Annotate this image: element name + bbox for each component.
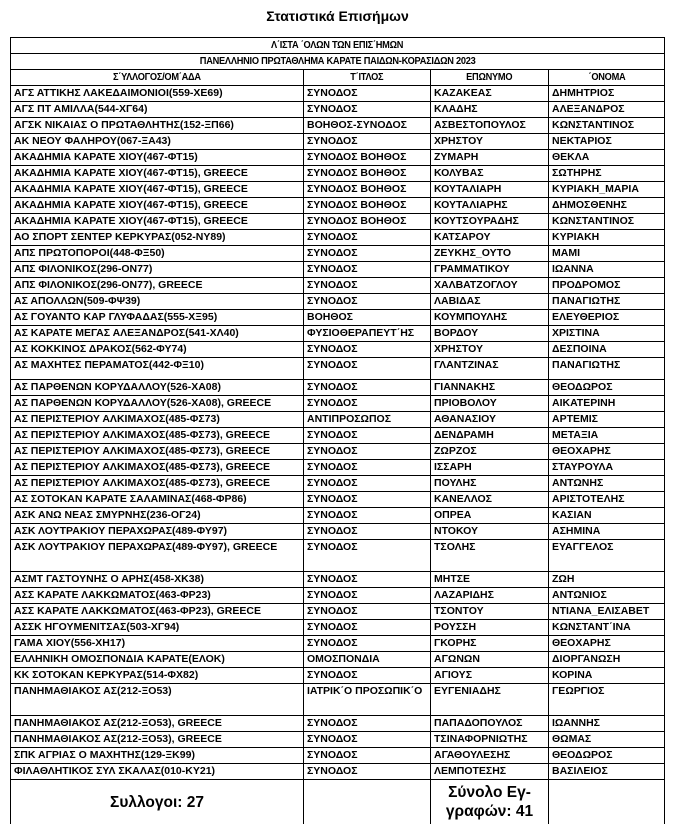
table-row [11, 310, 665, 326]
title-cell: ΣΥΝΟΔΟΣ [304, 732, 431, 748]
name-cell: ΑΡΙΣΤΟΤΕΛΗΣ [549, 492, 665, 508]
club-cell: ΚΚ ΣΟΤΟΚΑΝ ΚΕΡΚΥΡΑΣ(514-ΦΧ82) [11, 668, 304, 684]
name-cell: ΔΙΟΡΓΑΝΩΣΗ [549, 652, 665, 668]
table-row [11, 444, 665, 460]
surname-cell: ΖΩΡΖΟΣ [431, 444, 549, 460]
club-cell: ΑΣΣ ΚΑΡΑΤΕ ΛΑΚΚΩΜΑΤΟΣ(463-ΦΡ23) [11, 588, 304, 604]
surname-cell: ΓΚΟΡΗΣ [431, 636, 549, 652]
club-cell: ΑΣ ΠΑΡΘΕΝΩΝ ΚΟΡΥΔΑΛΛΟΥ(526-ΧΑ08), GREECE [11, 396, 304, 412]
club-cell: ΑΣ ΠΑΡΘΕΝΩΝ ΚΟΡΥΔΑΛΛΟΥ(526-ΧΑ08) [11, 380, 304, 396]
club-cell: ΑΓΣ ΑΤΤΙΚΗΣ ΛΑΚΕΔΑΙΜΟΝΙΟΙ(559-ΧΕ69) [11, 86, 304, 102]
club-cell: ΓΑΜΑ ΧΙΟΥ(556-ΧΗ17) [11, 636, 304, 652]
title-cell: ΣΥΝΟΔΟΣ [304, 492, 431, 508]
name-cell: ΑΡΤΕΜΙΣ [549, 412, 665, 428]
surname-cell: ΚΟΥΤΑΛΙΑΡΗ [431, 182, 549, 198]
title-cell: ΣΥΝΟΔΟΣ [304, 540, 431, 572]
column-header-name-text: ΄ΟΝΟΜΑ [588, 71, 625, 83]
title-cell: ΣΥΝΟΔΟΣ [304, 444, 431, 460]
table-row [11, 326, 665, 342]
club-cell: ΑΣΜΤ ΓΑΣΤΟΥΝΗΣ Ο ΑΡΗΣ(458-ΧΚ38) [11, 572, 304, 588]
name-cell: ΕΥΑΓΓΕΛΟΣ [549, 540, 665, 572]
club-cell: ΑΣ ΜΑΧΗΤΕΣ ΠΕΡΑΜΑΤΟΣ(442-ΦΞ10) [11, 358, 304, 380]
table-row [11, 492, 665, 508]
column-header-club [11, 70, 304, 86]
title-cell: ΣΥΝΟΔΟΣ [304, 428, 431, 444]
table-row [11, 230, 665, 246]
table-row [11, 652, 665, 668]
table-row [11, 684, 665, 716]
title-cell: ΣΥΝΟΔΟΣ [304, 262, 431, 278]
name-cell: ΜΑΜΙ [549, 246, 665, 262]
surname-cell: ΚΟΥΤΣΟΥΡΑΔΗΣ [431, 214, 549, 230]
club-cell: ΕΛΛΗΝΙΚΗ ΟΜΟΣΠΟΝΔΙΑ ΚΑΡΑΤΕ(ΕΛΟΚ) [11, 652, 304, 668]
club-cell: ΑΚΑΔΗΜΙΑ ΚΑΡΑΤΕ ΧΙΟΥ(467-ΦΤ15), GREECE [11, 182, 304, 198]
surname-cell: ΟΠΡΕΑ [431, 508, 549, 524]
club-cell: ΑΣΚ ΛΟΥΤΡΑΚΙΟΥ ΠΕΡΑΧΩΡΑΣ(489-ΦΥ97) [11, 524, 304, 540]
title-cell: ΣΥΝΟΔΟΣ [304, 588, 431, 604]
club-cell: ΑΣΣΚ ΗΓΟΥΜΕΝΙΤΣΑΣ(503-ΧΓ94) [11, 620, 304, 636]
table-row [11, 604, 665, 620]
column-header-row [11, 70, 665, 86]
surname-cell: ΚΟΥΤΑΛΙΑΡΗΣ [431, 198, 549, 214]
table-row [11, 636, 665, 652]
title-cell: ΣΥΝΟΔΟΣ [304, 524, 431, 540]
club-cell: ΑΠΣ ΦΙΛΟΝΙΚΟΣ(296-ΟΝ77), GREECE [11, 278, 304, 294]
surname-cell: ΓΡΑΜΜΑΤΙΚΟΥ [431, 262, 549, 278]
club-cell: ΑΚΑΔΗΜΙΑ ΚΑΡΑΤΕ ΧΙΟΥ(467-ΦΤ15), GREECE [11, 166, 304, 182]
table-row [11, 620, 665, 636]
title-cell: ΣΥΝΟΔΟΣ [304, 102, 431, 118]
club-cell: ΣΠΚ ΑΓΡΙΑΣ Ο ΜΑΧΗΤΗΣ(129-ΞΚ99) [11, 748, 304, 764]
title-cell: ΒΟΗΘΟΣ-ΣΥΝΟΔΟΣ [304, 118, 431, 134]
title-cell: ΣΥΝΟΔΟΣ ΒΟΗΘΟΣ [304, 150, 431, 166]
surname-cell: ΕΥΓΕΝΙΑΔΗΣ [431, 684, 549, 716]
title-cell: ΣΥΝΟΔΟΣ [304, 396, 431, 412]
column-header-surname [431, 70, 549, 86]
table-row [11, 150, 665, 166]
table-subheading-row [11, 54, 665, 70]
name-cell: ΚΩΝΣΤΑΝΤΙΝΟΣ [549, 214, 665, 230]
column-header-name [549, 70, 665, 86]
title-cell: ΣΥΝΟΔΟΣ [304, 508, 431, 524]
name-cell: ΚΑΣΙΑΝ [549, 508, 665, 524]
table-row [11, 102, 665, 118]
surname-cell: ΚΛΑΔΗΣ [431, 102, 549, 118]
name-cell: ΧΡΙΣΤΙΝΑ [549, 326, 665, 342]
title-cell: ΣΥΝΟΔΟΣ [304, 716, 431, 732]
club-cell: ΠΑΝΗΜΑΘΙΑΚΟΣ ΑΣ(212-ΞΟ53), GREECE [11, 732, 304, 748]
footer-empty-cell [304, 780, 431, 825]
title-cell: ΣΥΝΟΔΟΣ [304, 294, 431, 310]
table-heading [11, 38, 665, 54]
surname-cell: ΖΥΜΑΡΗ [431, 150, 549, 166]
officials-table [10, 37, 665, 824]
surname-cell: ΛΕΜΠΟΤΕΣΗΣ [431, 764, 549, 780]
table-row [11, 508, 665, 524]
name-cell: ΚΟΡΙΝΑ [549, 668, 665, 684]
title-cell: ΑΝΤΙΠΡΟΣΩΠΟΣ [304, 412, 431, 428]
table-row [11, 182, 665, 198]
title-cell: ΣΥΝΟΔΟΣ [304, 278, 431, 294]
club-cell: ΑΣ ΠΕΡΙΣΤΕΡΙΟΥ ΑΛΚΙΜΑΧΟΣ(485-ΦΣ73), GREECE [11, 444, 304, 460]
title-cell: ΦΥΣΙΟΘΕΡΑΠΕΥΤ΄ΗΣ [304, 326, 431, 342]
surname-cell: ΖΕΥΚΗΣ_ΟΥΤΟ [431, 246, 549, 262]
title-cell: ΣΥΝΟΔΟΣ [304, 604, 431, 620]
surname-cell: ΚΟΛΥΒΑΣ [431, 166, 549, 182]
name-cell: ΘΕΟΔΩΡΟΣ [549, 748, 665, 764]
name-cell: ΕΛΕΥΘΕΡΙΟΣ [549, 310, 665, 326]
surname-cell: ΑΣΒΕΣΤΟΠΟΥΛΟΣ [431, 118, 549, 134]
table-row [11, 572, 665, 588]
name-cell: ΠΑΝΑΓΙΩΤΗΣ [549, 294, 665, 310]
club-cell: ΑΚΑΔΗΜΙΑ ΚΑΡΑΤΕ ΧΙΟΥ(467-ΦΤ15), GREECE [11, 198, 304, 214]
surname-cell: ΤΣΙΝΑΦΟΡΝΙΩΤΗΣ [431, 732, 549, 748]
name-cell: ΔΗΜΟΣΘΕΝΗΣ [549, 198, 665, 214]
table-subheading [11, 54, 665, 70]
column-header-surname-text: ΕΠΩΝΥΜΟ [466, 71, 513, 83]
name-cell: ΑΣΗΜΙΝΑ [549, 524, 665, 540]
total-registrations: Σύνολο Εγ-γραφών: 41 [431, 780, 549, 825]
name-cell: ΚΩΝΣΤΑΝΤΙΝΟΣ [549, 118, 665, 134]
club-cell: ΑΣΣ ΚΑΡΑΤΕ ΛΑΚΚΩΜΑΤΟΣ(463-ΦΡ23), GREECE [11, 604, 304, 620]
surname-cell: ΜΗΤΣΕ [431, 572, 549, 588]
club-cell: ΑΚΑΔΗΜΙΑ ΚΑΡΑΤΕ ΧΙΟΥ(467-ΦΤ15) [11, 150, 304, 166]
table-row [11, 460, 665, 476]
surname-cell: ΚΟΥΜΠΟΥΛΗΣ [431, 310, 549, 326]
club-cell: ΑΓΣ ΠΤ ΑΜΙΛΛΑ(544-ΧΓ64) [11, 102, 304, 118]
table-row [11, 412, 665, 428]
table-heading-row [11, 38, 665, 54]
club-cell: ΑΣ ΣΟΤΟΚΑΝ ΚΑΡΑΤΕ ΣΑΛΑΜΙΝΑΣ(468-ΦΡ86) [11, 492, 304, 508]
club-cell: ΑΣ ΠΕΡΙΣΤΕΡΙΟΥ ΑΛΚΙΜΑΧΟΣ(485-ΦΣ73) [11, 412, 304, 428]
club-cell: ΠΑΝΗΜΑΘΙΑΚΟΣ ΑΣ(212-ΞΟ53) [11, 684, 304, 716]
table-row [11, 358, 665, 380]
table-subheading-text: ΠΑΝΕΛΛΗΝΙΟ ΠΡΩΤΑΘΛΗΜΑ ΚΑΡΑΤΕ ΠΑΙΔΩΝ-ΚΟΡΑΣΙΔΩΝ 2023 [199, 55, 476, 67]
club-cell: ΑΣ ΠΕΡΙΣΤΕΡΙΟΥ ΑΛΚΙΜΑΧΟΣ(485-ΦΣ73), GREECE [11, 428, 304, 444]
club-cell: ΑΣ ΠΕΡΙΣΤΕΡΙΟΥ ΑΛΚΙΜΑΧΟΣ(485-ΦΣ73), GREECE [11, 460, 304, 476]
title-cell: ΣΥΝΟΔΟΣ ΒΟΗΘΟΣ [304, 166, 431, 182]
club-cell: ΑΠΣ ΦΙΛΟΝΙΚΟΣ(296-ΟΝ77) [11, 262, 304, 278]
name-cell: ΑΝΤΩΝΗΣ [549, 476, 665, 492]
title-cell: ΣΥΝΟΔΟΣ [304, 246, 431, 262]
table-row [11, 198, 665, 214]
name-cell: ΑΝΤΩΝΙΟΣ [549, 588, 665, 604]
surname-cell: ΧΡΗΣΤΟΥ [431, 342, 549, 358]
surname-cell: ΡΟΥΣΣΗ [431, 620, 549, 636]
surname-cell: ΛΑΖΑΡΙΔΗΣ [431, 588, 549, 604]
club-cell: ΑΟ ΣΠΟΡΤ ΣΕΝΤΕΡ ΚΕΡΚΥΡΑΣ(052-ΝΥ89) [11, 230, 304, 246]
title-cell: ΣΥΝΟΔΟΣ ΒΟΗΘΟΣ [304, 214, 431, 230]
title-cell: ΣΥΝΟΔΟΣ [304, 764, 431, 780]
table-row [11, 396, 665, 412]
name-cell: ΚΥΡΙΑΚΗ_ΜΑΡΙΑ [549, 182, 665, 198]
surname-cell: ΑΘΑΝΑΣΙΟΥ [431, 412, 549, 428]
table-row [11, 86, 665, 102]
name-cell: ΠΑΝΑΓΙΩΤΗΣ [549, 358, 665, 380]
table-row [11, 476, 665, 492]
name-cell: ΙΩΑΝΝΗΣ [549, 716, 665, 732]
surname-cell: ΠΟΥΛΗΣ [431, 476, 549, 492]
club-cell: ΑΣΚ ΑΝΩ ΝΕΑΣ ΣΜΥΡΝΗΣ(236-ΟΓ24) [11, 508, 304, 524]
surname-cell: ΑΓΩΝΩΝ [431, 652, 549, 668]
name-cell: ΔΕΣΠΟΙΝΑ [549, 342, 665, 358]
surname-cell: ΤΣΟΛΗΣ [431, 540, 549, 572]
name-cell: ΣΩΤΗΡΗΣ [549, 166, 665, 182]
club-cell: ΑΠΣ ΠΡΩΤΟΠΟΡΟΙ(448-ΦΞ50) [11, 246, 304, 262]
title-cell: ΣΥΝΟΔΟΣ [304, 230, 431, 246]
title-cell: ΟΜΟΣΠΟΝΔΙΑ [304, 652, 431, 668]
surname-cell: ΑΓΑΘΟΥΛΕΣΗΣ [431, 748, 549, 764]
table-row [11, 524, 665, 540]
surname-cell: ΔΕΝΔΡΑΜΗ [431, 428, 549, 444]
name-cell: ΝΕΚΤΑΡΙΟΣ [549, 134, 665, 150]
club-cell: ΑΚΑΔΗΜΙΑ ΚΑΡΑΤΕ ΧΙΟΥ(467-ΦΤ15), GREECE [11, 214, 304, 230]
club-cell: ΑΣ ΠΕΡΙΣΤΕΡΙΟΥ ΑΛΚΙΜΑΧΟΣ(485-ΦΣ73), GREECE [11, 476, 304, 492]
name-cell: ΑΛΕΞΑΝΔΡΟΣ [549, 102, 665, 118]
name-cell: ΓΕΩΡΓΙΟΣ [549, 684, 665, 716]
column-header-title [304, 70, 431, 86]
table-row [11, 166, 665, 182]
surname-cell: ΧΑΛΒΑΤΖΟΓΛΟΥ [431, 278, 549, 294]
title-cell: ΣΥΝΟΔΟΣ [304, 636, 431, 652]
name-cell: ΠΡΟΔΡΟΜΟΣ [549, 278, 665, 294]
table-row [11, 716, 665, 732]
name-cell: ΝΤΙΑΝΑ_ΕΛΙΣΑΒΕΤ [549, 604, 665, 620]
club-cell: ΑΣ ΚΟΚΚΙΝΟΣ ΔΡΑΚΟΣ(562-ΦΥ74) [11, 342, 304, 358]
surname-cell: ΤΣΟΝΤΟΥ [431, 604, 549, 620]
name-cell: ΜΕΤΑΞΙΑ [549, 428, 665, 444]
surname-cell: ΚΑΤΣΑΡΟΥ [431, 230, 549, 246]
surname-cell: ΝΤΟΚΟΥ [431, 524, 549, 540]
title-cell: ΣΥΝΟΔΟΣ [304, 668, 431, 684]
name-cell: ΒΑΣΙΛΕΙΟΣ [549, 764, 665, 780]
club-cell: ΑΣ ΚΑΡΑΤΕ ΜΕΓΑΣ ΑΛΕΞΑΝΔΡΟΣ(541-ΧΛ40) [11, 326, 304, 342]
title-cell: ΣΥΝΟΔΟΣ [304, 358, 431, 380]
title-cell: ΙΑΤΡΙΚ΄Ο ΠΡΟΣΩΠΙΚ΄Ο [304, 684, 431, 716]
name-cell: ΖΩΗ [549, 572, 665, 588]
title-cell: ΣΥΝΟΔΟΣ [304, 460, 431, 476]
column-header-title-text: Τ΄ΙΤΛΟΣ [350, 71, 384, 83]
name-cell: ΘΕΟΔΩΡΟΣ [549, 380, 665, 396]
table-row [11, 380, 665, 396]
table-row [11, 428, 665, 444]
clubs-count: Συλλογοι: 27 [11, 780, 304, 825]
title-cell: ΒΟΗΘΟΣ [304, 310, 431, 326]
surname-cell: ΓΙΑΝΝΑΚΗΣ [431, 380, 549, 396]
title-cell: ΣΥΝΟΔΟΣ [304, 342, 431, 358]
name-cell: ΘΕΟΧΑΡΗΣ [549, 636, 665, 652]
table-heading-text: Λ΄ΙΣΤΑ ΄ΟΛΩΝ ΤΩΝ ΕΠΙΣ΄ΗΜΩΝ [271, 39, 404, 51]
title-cell: ΣΥΝΟΔΟΣ [304, 476, 431, 492]
table-row [11, 764, 665, 780]
table-row [11, 748, 665, 764]
title-cell: ΣΥΝΟΔΟΣ [304, 380, 431, 396]
title-cell: ΣΥΝΟΔΟΣ [304, 748, 431, 764]
surname-cell: ΑΓΙΟΥΣ [431, 668, 549, 684]
surname-cell: ΠΑΠΑΔΟΠΟΥΛΟΣ [431, 716, 549, 732]
surname-cell: ΧΡΗΣΤΟΥ [431, 134, 549, 150]
surname-cell: ΠΡΙΟΒΟΛΟΥ [431, 396, 549, 412]
table-row [11, 540, 665, 572]
club-cell: ΑΣΚ ΛΟΥΤΡΑΚΙΟΥ ΠΕΡΑΧΩΡΑΣ(489-ΦΥ97), GREECE [11, 540, 304, 572]
page-title: Στατιστικά Επισήμων [266, 8, 409, 24]
surname-cell: ΚΑΝΕΛΛΟΣ [431, 492, 549, 508]
club-cell: ΑΣ ΑΠΟΛΛΩΝ(509-ΦΨ39) [11, 294, 304, 310]
surname-cell: ΙΣΣΑΡΗ [431, 460, 549, 476]
name-cell: ΚΩΝΣΤΑΝΤ΄ΙΝΑ [549, 620, 665, 636]
footer-empty-cell [549, 780, 665, 825]
table-row [11, 588, 665, 604]
club-cell: ΑΚ ΝΕΟΥ ΦΑΛΗΡΟΥ(067-ΞΑ43) [11, 134, 304, 150]
club-cell: ΑΣ ΓΟΥΑΝΤΟ ΚΑΡ ΓΛΥΦΑΔΑΣ(555-ΧΞ95) [11, 310, 304, 326]
table-row [11, 134, 665, 150]
surname-cell: ΚΑΖΑΚΕΑΣ [431, 86, 549, 102]
club-cell: ΦΙΛΑΘΛΗΤΙΚΟΣ ΣΥΛ ΣΚΑΛΑΣ(010-ΚΥ21) [11, 764, 304, 780]
name-cell: ΑΙΚΑΤΕΡΙΝΗ [549, 396, 665, 412]
title-cell: ΣΥΝΟΔΟΣ [304, 620, 431, 636]
title-cell: ΣΥΝΟΔΟΣ [304, 86, 431, 102]
surname-cell: ΓΛΑΝΤΖΙΝΑΣ [431, 358, 549, 380]
title-cell: ΣΥΝΟΔΟΣ ΒΟΗΘΟΣ [304, 182, 431, 198]
name-cell: ΚΥΡΙΑΚΗ [549, 230, 665, 246]
table-footer-row [11, 780, 665, 825]
column-header-club-text: Σ΄ΥΛΛΟΓΟΣ/ΟΜ΄ΑΔΑ [113, 71, 201, 83]
table-row [11, 668, 665, 684]
name-cell: ΘΕΚΛΑ [549, 150, 665, 166]
name-cell: ΔΗΜΗΤΡΙΟΣ [549, 86, 665, 102]
table-row [11, 342, 665, 358]
title-cell: ΣΥΝΟΔΟΣ [304, 134, 431, 150]
club-cell: ΠΑΝΗΜΑΘΙΑΚΟΣ ΑΣ(212-ΞΟ53), GREECE [11, 716, 304, 732]
table-row [11, 294, 665, 310]
table-row [11, 214, 665, 230]
name-cell: ΣΤΑΥΡΟΥΛΑ [549, 460, 665, 476]
name-cell: ΘΩΜΑΣ [549, 732, 665, 748]
table-row [11, 246, 665, 262]
table-row [11, 278, 665, 294]
table-row [11, 118, 665, 134]
name-cell: ΘΕΟΧΑΡΗΣ [549, 444, 665, 460]
surname-cell: ΛΑΒΙΔΑΣ [431, 294, 549, 310]
title-cell: ΣΥΝΟΔΟΣ ΒΟΗΘΟΣ [304, 198, 431, 214]
table-row [11, 732, 665, 748]
club-cell: ΑΓΣΚ ΝΙΚΑΙΑΣ Ο ΠΡΩΤΑΘΛΗΤΗΣ(152-ΞΠ66) [11, 118, 304, 134]
table-row [11, 262, 665, 278]
surname-cell: ΒΟΡΔΟΥ [431, 326, 549, 342]
title-cell: ΣΥΝΟΔΟΣ [304, 572, 431, 588]
name-cell: ΙΩΑΝΝΑ [549, 262, 665, 278]
